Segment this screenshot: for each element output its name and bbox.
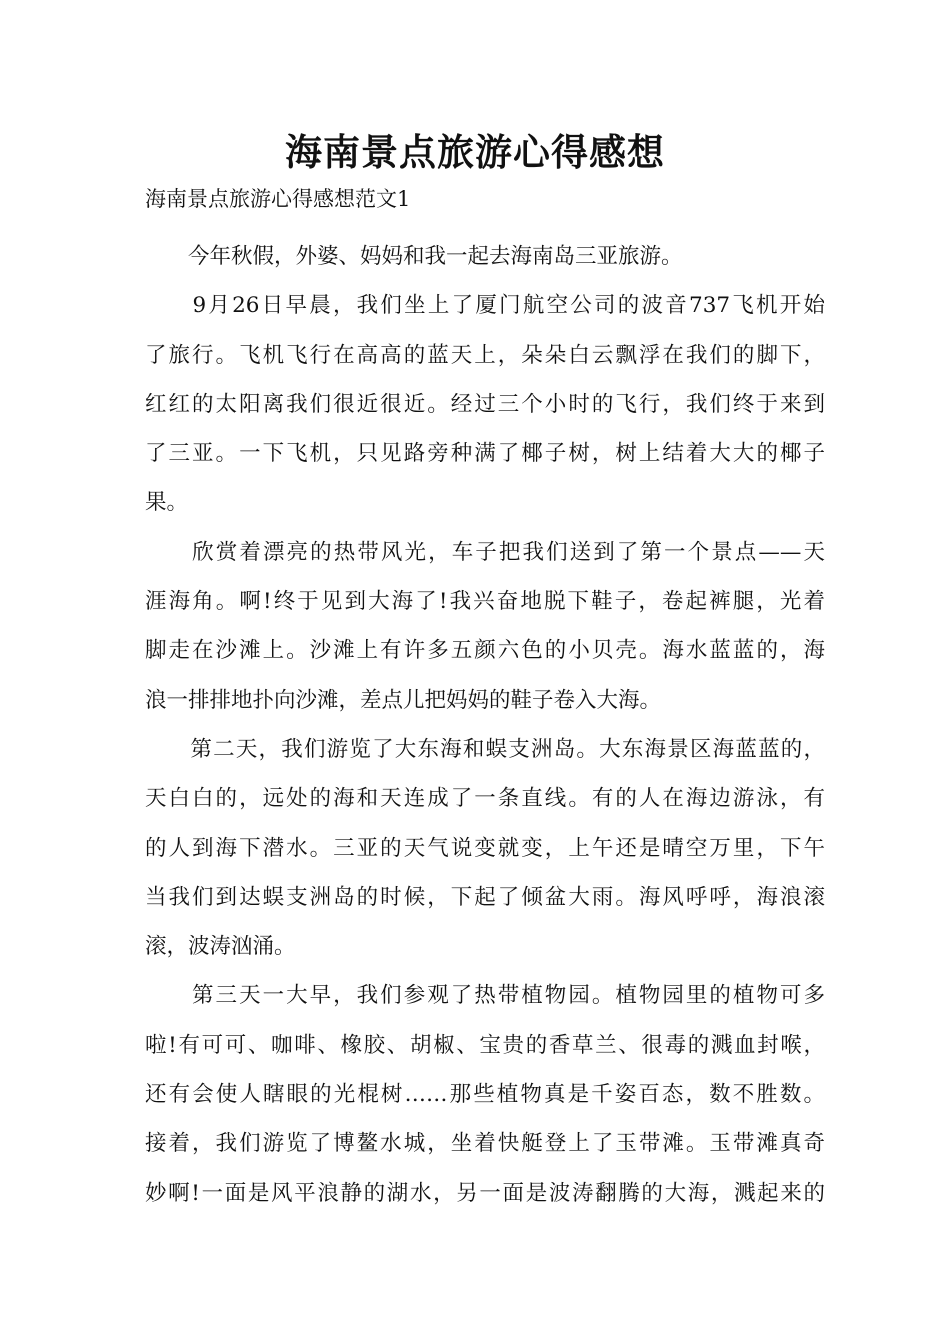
paragraph-line: 还有会使人瞎眼的光棍树……那些植物真是千姿百态，数不胜数。 (145, 1082, 825, 1108)
document-subtitle: 海南景点旅游心得感想范文1 (145, 187, 411, 211)
document-body (145, 232, 825, 1218)
paragraph-line: 欣赏着漂亮的热带风光，车子把我们送到了第一个景点——天 (145, 539, 825, 565)
paragraph-line: 9月26日早晨，我们坐上了厦门航空公司的波音737飞机开始 (145, 293, 825, 319)
document-title: 海南景点旅游心得感想 (285, 131, 665, 174)
paragraph-line: 了三亚。一下飞机，只见路旁种满了椰子树，树上结着大大的椰子 (145, 441, 825, 467)
paragraph-line: 妙啊!一面是风平浪静的湖水，另一面是波涛翻腾的大海，溅起来的 (145, 1180, 825, 1206)
paragraph-line: 了旅行。飞机飞行在高高的蓝天上，朵朵白云飘浮在我们的脚下， (145, 342, 825, 368)
paragraph-line: 浪一排排地扑向沙滩，差点儿把妈妈的鞋子卷入大海。 (145, 687, 662, 713)
paragraph-line: 脚走在沙滩上。沙滩上有许多五颜六色的小贝壳。海水蓝蓝的，海 (145, 638, 825, 664)
paragraph-line: 啦!有可可、咖啡、橡胶、胡椒、宝贵的香草兰、很毒的溅血封喉， (145, 1032, 825, 1058)
paragraph-line: 当我们到达蜈支洲岛的时候，下起了倾盆大雨。海风呼呼，海浪滚 (145, 884, 825, 910)
paragraph-line: 滚，波涛汹涌。 (145, 934, 296, 960)
paragraph-line: 接着，我们游览了博鳌水城，坐着快艇登上了玉带滩。玉带滩真奇 (145, 1131, 825, 1157)
paragraph-line: 第三天一大早，我们参观了热带植物园。植物园里的植物可多 (145, 983, 825, 1009)
paragraph-line: 今年秋假，外婆、妈妈和我一起去海南岛三亚旅游。 (145, 244, 683, 269)
paragraph-line: 第二天，我们游览了大东海和蜈支洲岛。大东海景区海蓝蓝的， (145, 736, 825, 762)
paragraph-line: 的人到海下潜水。三亚的天气说变就变，上午还是晴空万里，下午 (145, 835, 825, 861)
paragraph-line: 涯海角。啊!终于见到大海了!我兴奋地脱下鞋子，卷起裤腿，光着 (145, 589, 825, 615)
paragraph-line: 果。 (145, 490, 189, 516)
paragraph-line: 天白白的，远处的海和天连成了一条直线。有的人在海边游泳，有 (145, 786, 825, 812)
paragraph-line: 红红的太阳离我们很近很近。经过三个小时的飞行，我们终于来到 (145, 391, 825, 417)
